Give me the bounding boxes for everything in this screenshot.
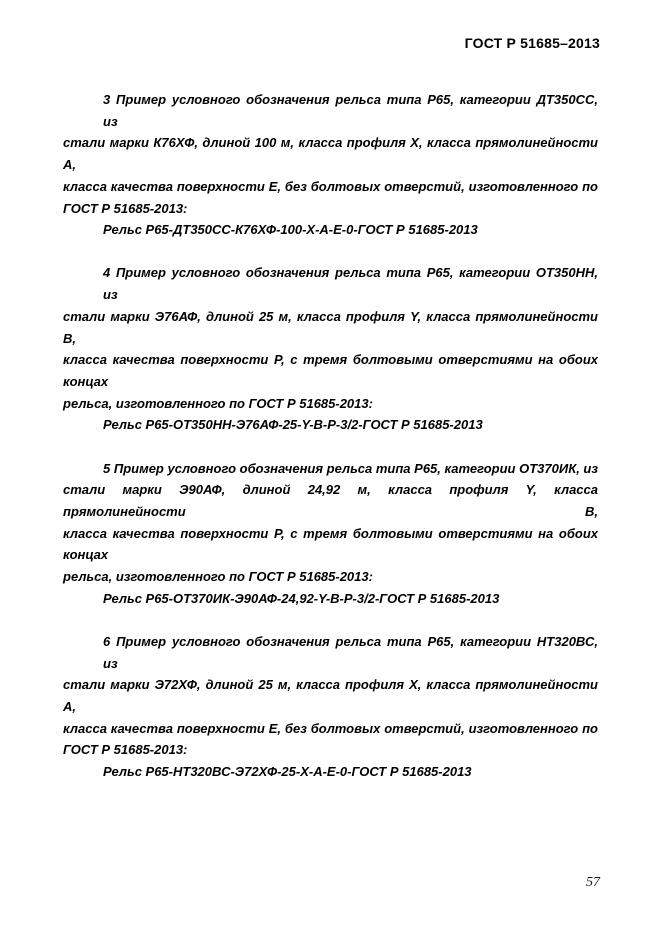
standard-number: ГОСТ Р 51685–2013 bbox=[464, 35, 600, 51]
paragraph-line: стали марки Э76АФ, длиной 25 м, класса профиля Y, класса прямолинейности В, bbox=[63, 308, 598, 346]
rail-designation: Рельс Р65-ОТ350НН-Э76АФ-25-Y-В-Р-3/2-ГОСТ Р 51685-2013 bbox=[103, 417, 483, 433]
page-header bbox=[63, 34, 600, 52]
paragraph-line: класса качества поверхности Р, с тремя болтовыми отверстиями на обоих концах bbox=[63, 352, 598, 389]
rail-designation: Рельс Р65-ДТ350СС-К76ХФ-100-X-А-Е-0-ГОСТ Р 51685-2013 bbox=[103, 222, 478, 238]
paragraph-line: рельса, изготовленного по ГОСТ Р 51685-2013: bbox=[63, 395, 373, 411]
paragraph-line: стали марки Э90АФ, длиной 24,92 м, класса профиля Y, класса прямолинейности В, bbox=[63, 482, 598, 519]
examples-content bbox=[63, 89, 598, 783]
example-block-4 bbox=[63, 262, 598, 436]
paragraph-line: ГОСТ Р 51685-2013: bbox=[63, 200, 188, 216]
example-block-6 bbox=[63, 631, 598, 783]
paragraph-line: 4 Пример условного обозначения рельса типа Р65, категории ОТ350НН, из bbox=[103, 265, 598, 303]
paragraph-line: рельса, изготовленного по ГОСТ Р 51685-2013: bbox=[63, 569, 373, 585]
paragraph-line: 3 Пример условного обозначения рельса типа Р65, категории ДТ350СС, из bbox=[103, 92, 598, 129]
page-number: 57 bbox=[586, 875, 600, 890]
page-footer bbox=[586, 874, 600, 892]
rail-designation: Рельс Р65-ОТ370ИК-Э90АФ-24,92-Y-В-Р-3/2-ГОСТ Р 51685-2013 bbox=[103, 590, 500, 606]
example-block-5 bbox=[63, 458, 598, 610]
rail-designation: Рельс Р65-НТ320ВС-Э72ХФ-25-X-А-Е-0-ГОСТ Р 51685-2013 bbox=[103, 764, 472, 780]
example-block-3 bbox=[63, 89, 598, 241]
paragraph-line: стали марки Э72ХФ, длиной 25 м, класса профиля X, класса прямолинейности А, bbox=[63, 677, 598, 715]
paragraph-line: 6 Пример условного обозначения рельса типа Р65, категории НТ320ВС, из bbox=[103, 633, 598, 671]
paragraph-line: класса качества поверхности Р, с тремя болтовыми отверстиями на обоих концах bbox=[63, 525, 598, 563]
paragraph-line: класса качества поверхности Е, без болтовых отверстий, изготовленного по bbox=[63, 178, 598, 194]
paragraph-line: ГОСТ Р 51685-2013: bbox=[63, 742, 188, 758]
paragraph-line: стали марки К76ХФ, длиной 100 м, класса профиля X, класса прямолинейности А, bbox=[63, 135, 598, 173]
paragraph-line: класса качества поверхности Е, без болтовых отверстий, изготовленного по bbox=[63, 720, 598, 736]
paragraph-line: 5 Пример условного обозначения рельса типа Р65, категории ОТ370ИК, из bbox=[103, 460, 598, 476]
